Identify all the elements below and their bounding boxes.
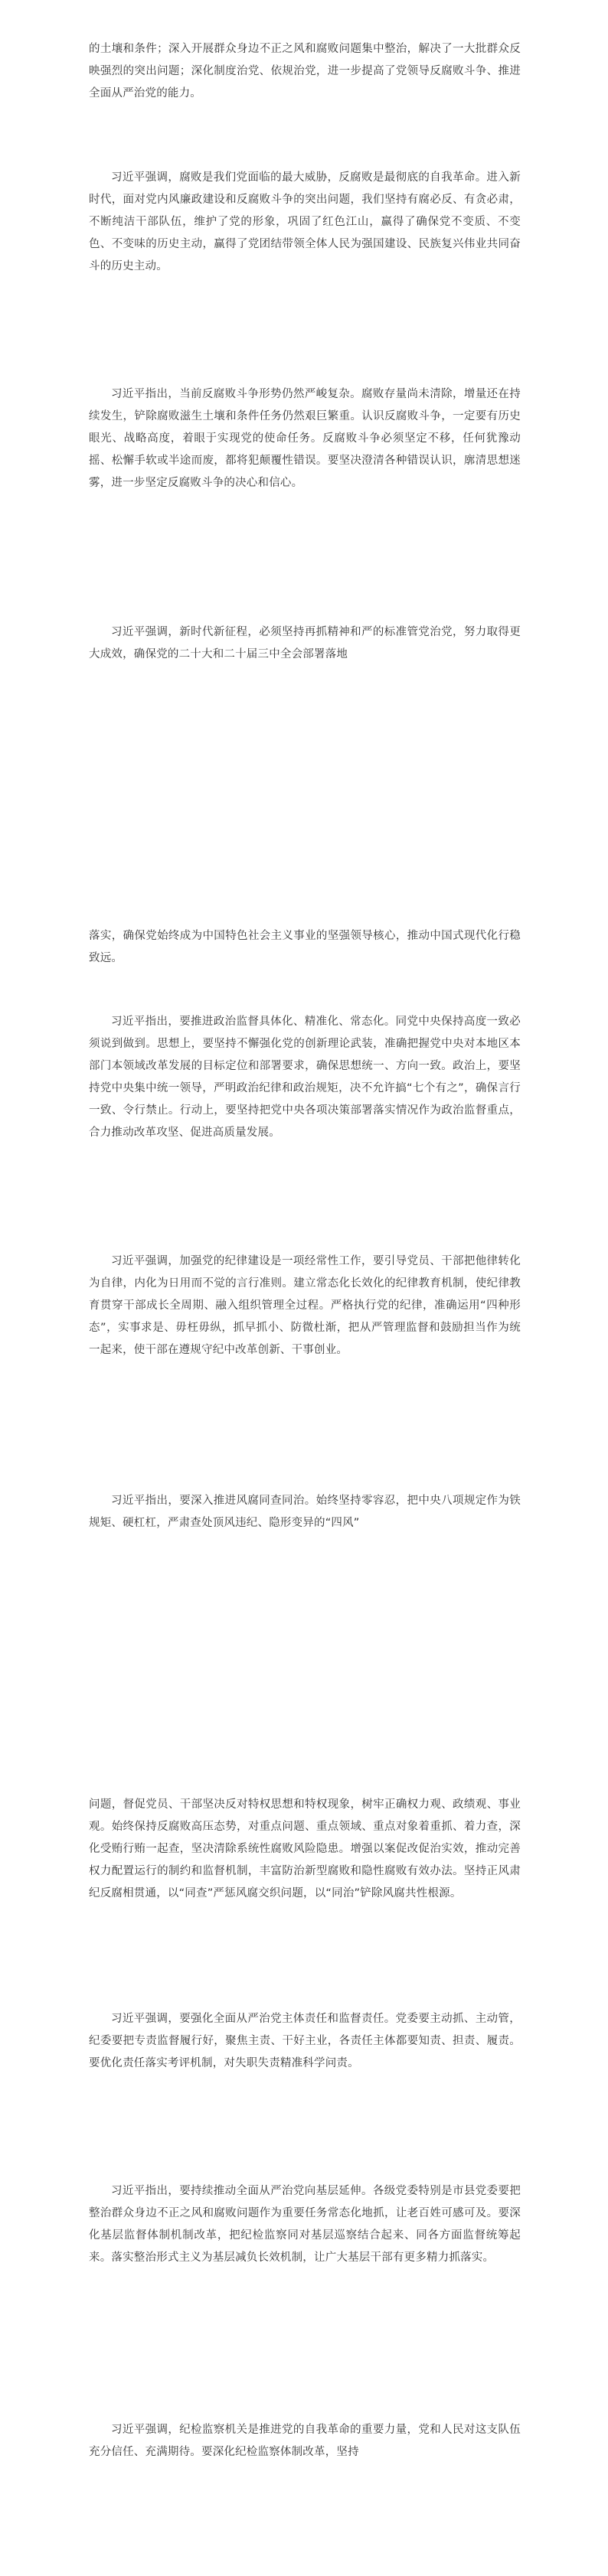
paragraph-discipline-building: 习近平强调，加强党的纪律建设是一项经常性工作，要引导党员、干部把他律转化为自律，内化为日用而不觉的言行准则。建立常态化长效化的纪律教育机制，使纪律教育贯穿干部成长全周期、融入组织管理全过程。严格执行党的纪律，准确运用“四种形态”，实事求是、毋枉毋纵，抓早抓小、防微杜渐，把从严管理监督和鼓励担当作为统一起来，使干部在遵规守纪中改革创新、干事创业。 [89,1255,521,1356]
paragraph-anti-corruption-situation: 习近平指出，当前反腐败斗争形势仍然严峻复杂。腐败存量尚未清除，增量还在持续发生，铲除腐败滋生土壤和条件任务仍然艰巨繁重。认识反腐败斗争，一定要有历史眼光、战略高度，着眼于实现党的使命任务。反腐败斗争必须坚定不移，任何犹豫动摇、松懈手软或半途而废，都将犯颠覆性错误。要坚决澄清各种错误认识，廓清思想迷雾，进一步坚定反腐败斗争的决心和信心。 [89,388,521,489]
paragraph-corruption-threat: 习近平强调，腐败是我们党面临的最大威胁，反腐败是最彻底的自我革命。进入新时代，面对党内风廉政建设和反腐败斗争的突出问题，我们坚持有腐必反、有贪必肃，不断纯洁干部队伍，维护了党的形象，巩固了红色江山，赢得了确保党不变质、不变色、不变味的历史主动，赢得了党团结带领全体人民为强国建设、民族复兴伟业共同奋斗的历史主动。 [89,171,521,272]
paragraph-style-corruption: 习近平指出，要深入推进风腐同查同治。始终坚持零容忍，把中央八项规定作为铁规矩、硬杠杠，严肃查处顶风违纪、隐形变异的“四风” [89,1495,521,1529]
paragraph-political-supervision: 习近平指出，要推进政治监督具体化、精准化、常态化。同党中央保持高度一致必须说到做到。思想上，要坚持不懈强化党的创新理论武装，准确把握党中央对本地区本部门本领域改革发展的目标定位和部署要求，确保思想统一、方向一致。政治上，要坚持党中央集中统一领导，严明政治纪律和政治规矩，决不允许搞“七个有之”，确保言行一致、令行禁止。行动上，要坚持把党中央各项决策部署落实情况作为政治监督重点，合力推动改革攻坚、促进高质量发展。 [89,1016,521,1139]
paragraph-inspection-organs: 习近平强调，纪检监察机关是推进党的自我革命的重要力量，党和人民对这支队伍充分信任、充满期待。要深化纪检监察体制改革，坚持 [89,2424,521,2458]
paragraph-responsibility: 习近平强调，要强化全面从严治党主体责任和监督责任。党委要主动抓、主动管，纪委要把专责监督履行好，聚焦主责、干好主业，各责任主体都要知责、担责、履责。要优化责任落实考评机制，对失职失责精准科学问责。 [89,2013,521,2069]
paragraph-style-corruption-continued: 问题，督促党员、干部坚决反对特权思想和特权现象，树牢正确权力观、政绩观、事业观。始终保持反腐败高压态势，对重点问题、重点领域、重点对象着重抓、着力查，深化受贿行贿一起查，坚决清除系统性腐败风险隐患。增强以案促改促治实效，推动完善权力配置运行的制约和监督机制，丰富防治新型腐败和隐性腐败有效办法。坚持正风肃纪反腐相贯通，以“同查”严惩风腐交织问题，以“同治”铲除风腐共性根源。 [89,1798,521,1899]
paragraph-new-journey: 习近平强调，新时代新征程，必须坚持再抓精神和严的标准管党治党，努力取得更大成效，确保党的二十大和二十届三中全会部署落地 [89,626,521,660]
paragraph-intro-continued: 的土壤和条件；深入开展群众身边不正之风和腐败问题集中整治，解决了一大批群众反映强烈的突出问题；深化制度治党、依规治党，进一步提高了党领导反腐败斗争、推进全面从严治党的能力。 [89,43,521,99]
paragraph-grassroots: 习近平指出，要持续推动全面从严治党向基层延伸。各级党委特别是市县党委要把整治群众身边不正之风和腐败问题作为重要任务常态化地抓，让老百姓可感可及。要深化基层监督体制机制改革，把纪检监察同对基层巡察结合起来、同各方面监督统筹起来。落实整治形式主义为基层减负长效机制，让广大基层干部有更多精力抓落实。 [89,2185,521,2264]
paragraph-new-journey-continued: 落实，确保党始终成为中国特色社会主义事业的坚强领导核心，推动中国式现代化行稳致远。 [89,930,521,964]
